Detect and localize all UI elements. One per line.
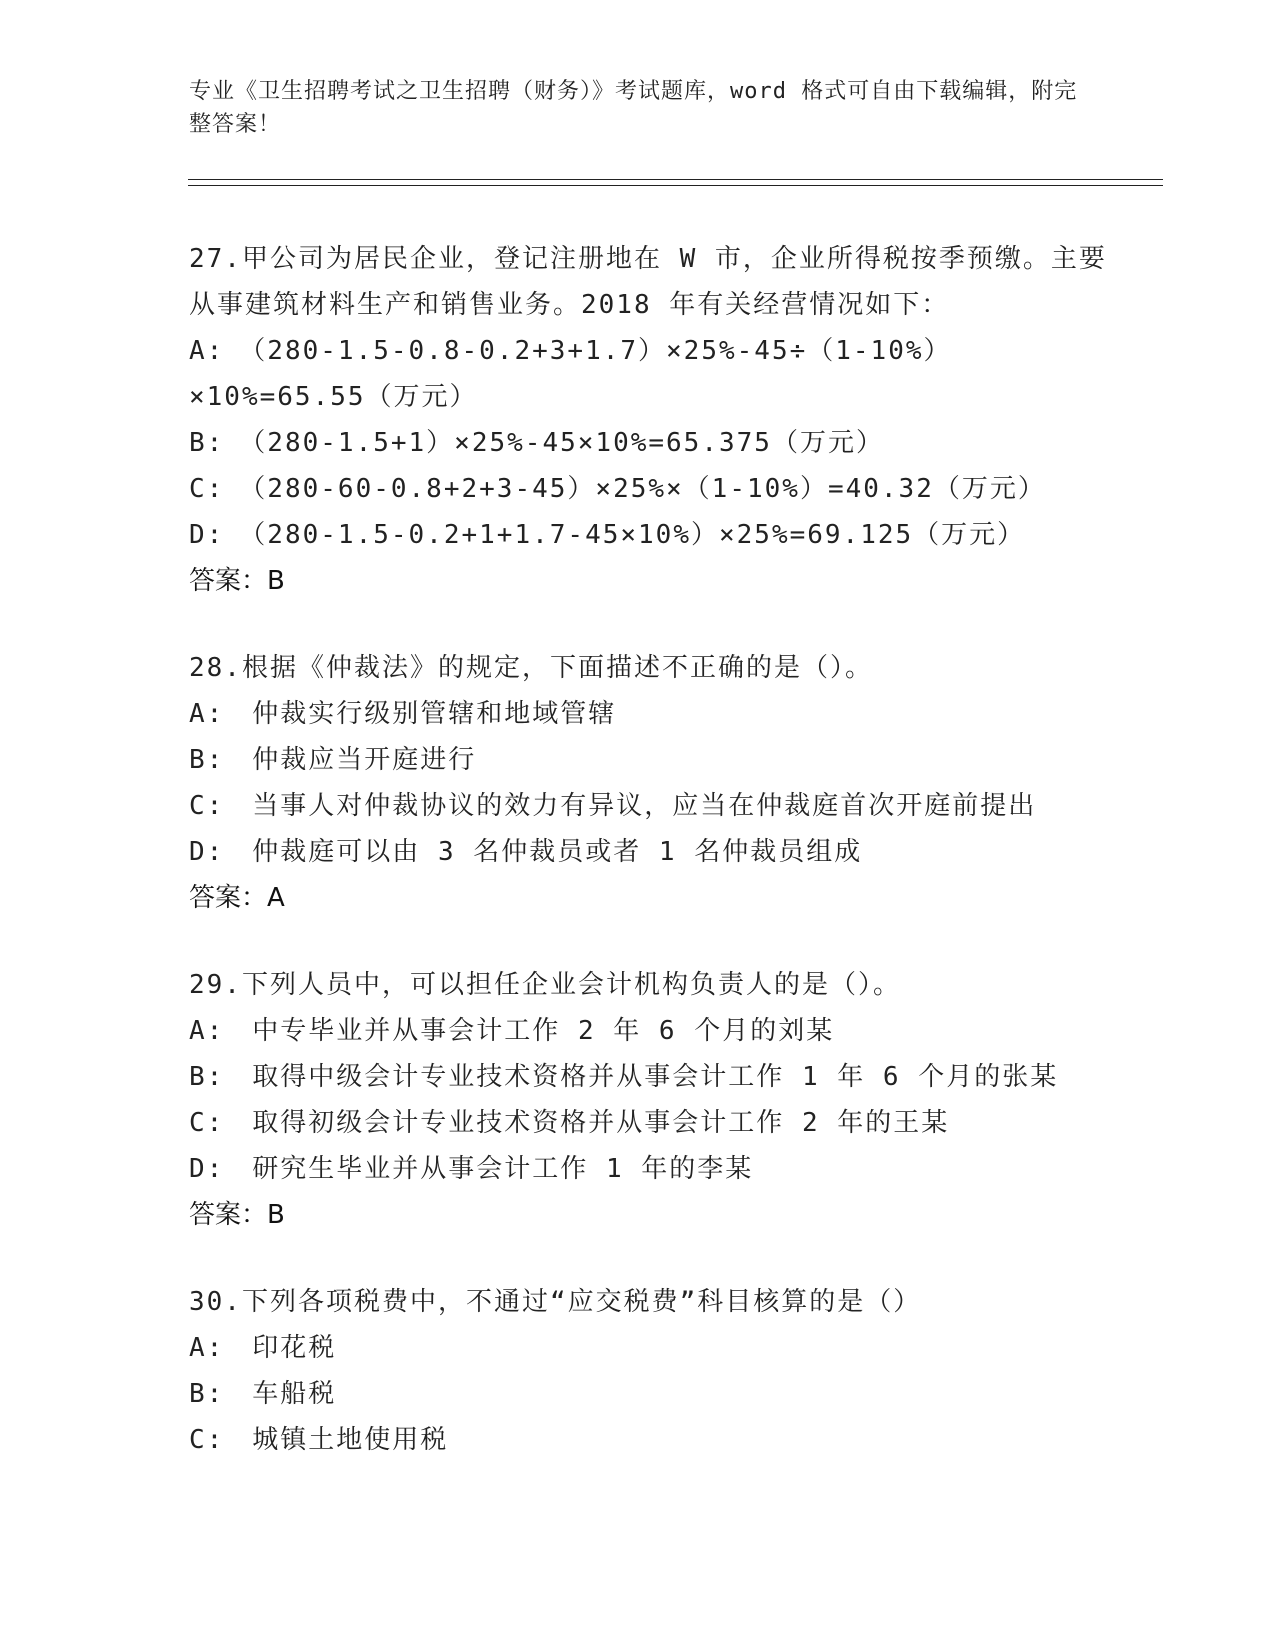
question-27	[189, 236, 1109, 604]
header-divider	[188, 179, 1163, 186]
question-stem: 30.下列各项税费中，不通过“应交税费”科目核算的是（）	[189, 1287, 922, 1317]
option-b: B: （280-1.5+1）×25%-45×10%=65.375（万元）	[189, 428, 884, 458]
question-stem: 28.根据《仲裁法》的规定，下面描述不正确的是（）。	[189, 653, 873, 683]
question-30	[189, 1279, 1109, 1463]
option-c: C: （280-60-0.8+2+3-45）×25%×（1-10%）=40.32（万元）	[189, 474, 1046, 504]
question-list	[189, 236, 1109, 1504]
question-stem: 29.下列人员中，可以担任企业会计机构负责人的是（）。	[189, 970, 901, 1000]
document-header: 专业《卫生招聘考试之卫生招聘（财务）》考试题库，word 格式可自由下载编辑，附完整答案！	[189, 79, 1078, 137]
answer-text: 答案：B	[189, 1200, 285, 1230]
answer-text: 答案：B	[189, 566, 285, 596]
option-c: C: 城镇土地使用税	[189, 1425, 449, 1455]
option-a: A: 中专毕业并从事会计工作 2 年 6 个月的刘某	[189, 1016, 835, 1046]
answer-text: 答案：A	[189, 883, 285, 913]
option-d: D: （280-1.5-0.2+1+1.7-45×10%）×25%=69.125（万元）	[189, 520, 1026, 550]
question-stem: 27.甲公司为居民企业，登记注册地在 W 市，企业所得税按季预缴。主要从事建筑材料生产和销售业务。2018 年有关经营情况如下：	[189, 244, 1107, 320]
option-a: A: 印花税	[189, 1333, 337, 1363]
option-b: B: 取得中级会计专业技术资格并从事会计工作 1 年 6 个月的张某	[189, 1062, 1059, 1092]
option-d: D: 仲裁庭可以由 3 名仲裁员或者 1 名仲裁员组成	[189, 837, 863, 867]
option-b: B: 仲裁应当开庭进行	[189, 745, 477, 775]
option-c: C: 取得初级会计专业技术资格并从事会计工作 2 年的王某	[189, 1108, 950, 1138]
question-28	[189, 645, 1109, 921]
option-d: D: 研究生毕业并从事会计工作 1 年的李某	[189, 1154, 754, 1184]
option-b: B: 车船税	[189, 1379, 337, 1409]
option-a: A: （280-1.5-0.8-0.2+3+1.7）×25%-45÷（1-10%）×10%=65.55（万元）	[189, 336, 952, 412]
question-29	[189, 962, 1109, 1238]
option-c: C: 当事人对仲裁协议的效力有异议，应当在仲裁庭首次开庭前提出	[189, 791, 1037, 821]
option-a: A: 仲裁实行级别管辖和地域管辖	[189, 699, 617, 729]
